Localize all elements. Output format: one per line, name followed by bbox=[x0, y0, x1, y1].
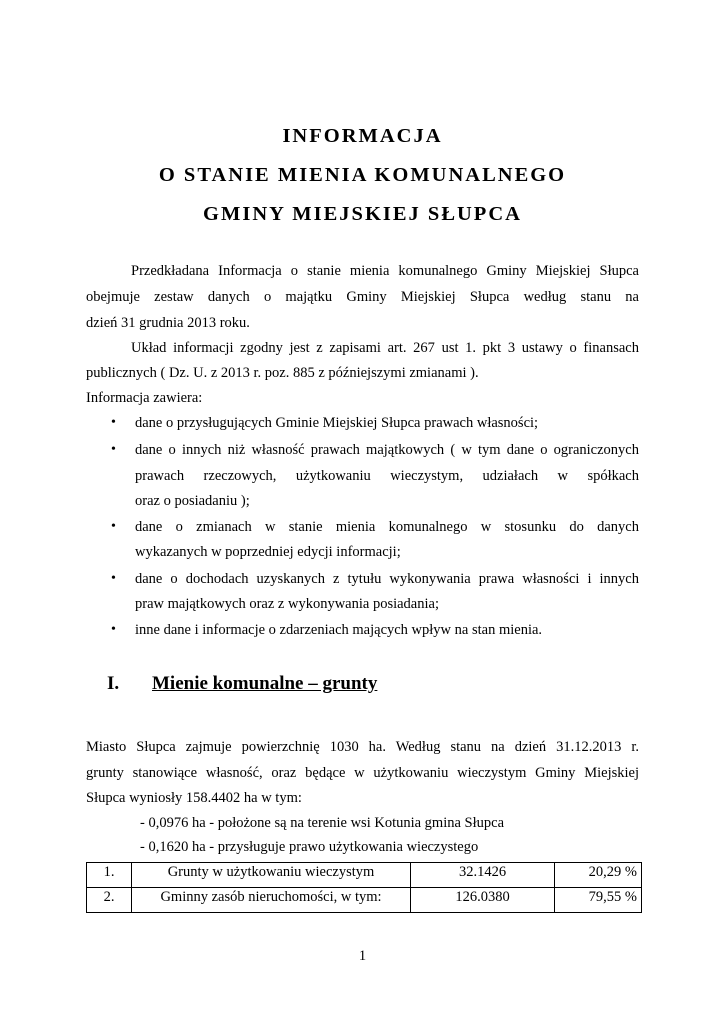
bullet-icon: • bbox=[111, 519, 116, 534]
bullet-item-continuation: prawach rzeczowych, użytkowaniu wieczystym, udziałach w spółkach bbox=[135, 468, 639, 484]
subitem-line: - 0,1620 ha - przysługuje prawo użytkowania wieczystego bbox=[140, 839, 479, 855]
intro-paragraph-line: Przedkładana Informacja o stanie mienia komunalnego Gminy Miejskiej Słupca bbox=[131, 263, 639, 279]
legal-basis-line: Układ informacji zgodny jest z zapisami art. 267 ust 1. pkt 3 ustawy o finansach bbox=[131, 340, 639, 356]
doc-title-line-2: O STANIE MIENIA KOMUNALNEGO bbox=[158, 164, 567, 186]
row-number: 2. bbox=[87, 888, 132, 913]
bullet-item: dane o innych niż własność prawach majątkowych ( w tym dane o ograniczonych bbox=[135, 442, 639, 458]
intro-paragraph-line: obejmuje zestaw danych o majątku Gminy Miejskiej Słupca według stanu na bbox=[86, 289, 639, 305]
legal-basis-line: publicznych ( Dz. U. z 2013 r. poz. 885 z późniejszymi zmianami ). bbox=[86, 365, 479, 381]
doc-title-line-1: INFORMACJA bbox=[282, 125, 443, 147]
row-name: Gminny zasób nieruchomości, w tym: bbox=[132, 888, 411, 913]
bullet-icon: • bbox=[111, 622, 116, 637]
bullet-icon: • bbox=[111, 415, 116, 430]
bullet-item: dane o zmianach w stanie mienia komunalnego w stosunku do danych bbox=[135, 519, 639, 535]
land-table bbox=[86, 862, 642, 913]
bullet-item-continuation: oraz o posiadaniu ); bbox=[135, 493, 250, 509]
row-percent: 79,55 % bbox=[555, 888, 642, 913]
bullet-item-continuation: wykazanych w poprzedniej edycji informacji; bbox=[135, 544, 401, 560]
bullet-item: inne dane i informacje o zdarzeniach mających wpływ na stan mienia. bbox=[135, 622, 543, 638]
section-number: I. bbox=[107, 673, 120, 694]
page-number: 1 bbox=[358, 948, 367, 964]
table-row bbox=[87, 863, 642, 888]
subitem-line: - 0,0976 ha - położone są na terenie wsi Kotunia gmina Słupca bbox=[140, 815, 505, 831]
row-name: Grunty w użytkowaniu wieczystym bbox=[132, 863, 411, 888]
contents-intro: Informacja zawiera: bbox=[86, 390, 203, 406]
section-title: Mienie komunalne – grunty bbox=[152, 673, 378, 694]
bullet-item: dane o przysługujących Gminie Miejskiej Słupca prawach własności; bbox=[135, 415, 539, 431]
table-row bbox=[87, 888, 642, 913]
row-number: 1. bbox=[87, 863, 132, 888]
section-paragraph-line: grunty stanowiące własność, oraz będące w użytkowaniu wieczystym Gminy Miejskiej bbox=[86, 765, 639, 781]
row-value: 32.1426 bbox=[411, 863, 555, 888]
bullet-icon: • bbox=[111, 571, 116, 586]
bullet-item-continuation: praw majątkowych oraz z wykonywania posiadania; bbox=[135, 596, 439, 612]
doc-title-line-3: GMINY MIEJSKIEJ SŁUPCA bbox=[203, 203, 522, 225]
bullet-item: dane o dochodach uzyskanych z tytułu wykonywania prawa własności i innych bbox=[135, 571, 639, 587]
intro-paragraph-line: dzień 31 grudnia 2013 roku. bbox=[86, 315, 250, 331]
row-percent: 20,29 % bbox=[555, 863, 642, 888]
section-paragraph-line: Słupca wyniosły 158.4402 ha w tym: bbox=[86, 790, 302, 806]
row-value: 126.0380 bbox=[411, 888, 555, 913]
bullet-icon: • bbox=[111, 442, 116, 457]
section-paragraph-line: Miasto Słupca zajmuje powierzchnię 1030 ha. Według stanu na dzień 31.12.2013 r. bbox=[86, 739, 639, 755]
